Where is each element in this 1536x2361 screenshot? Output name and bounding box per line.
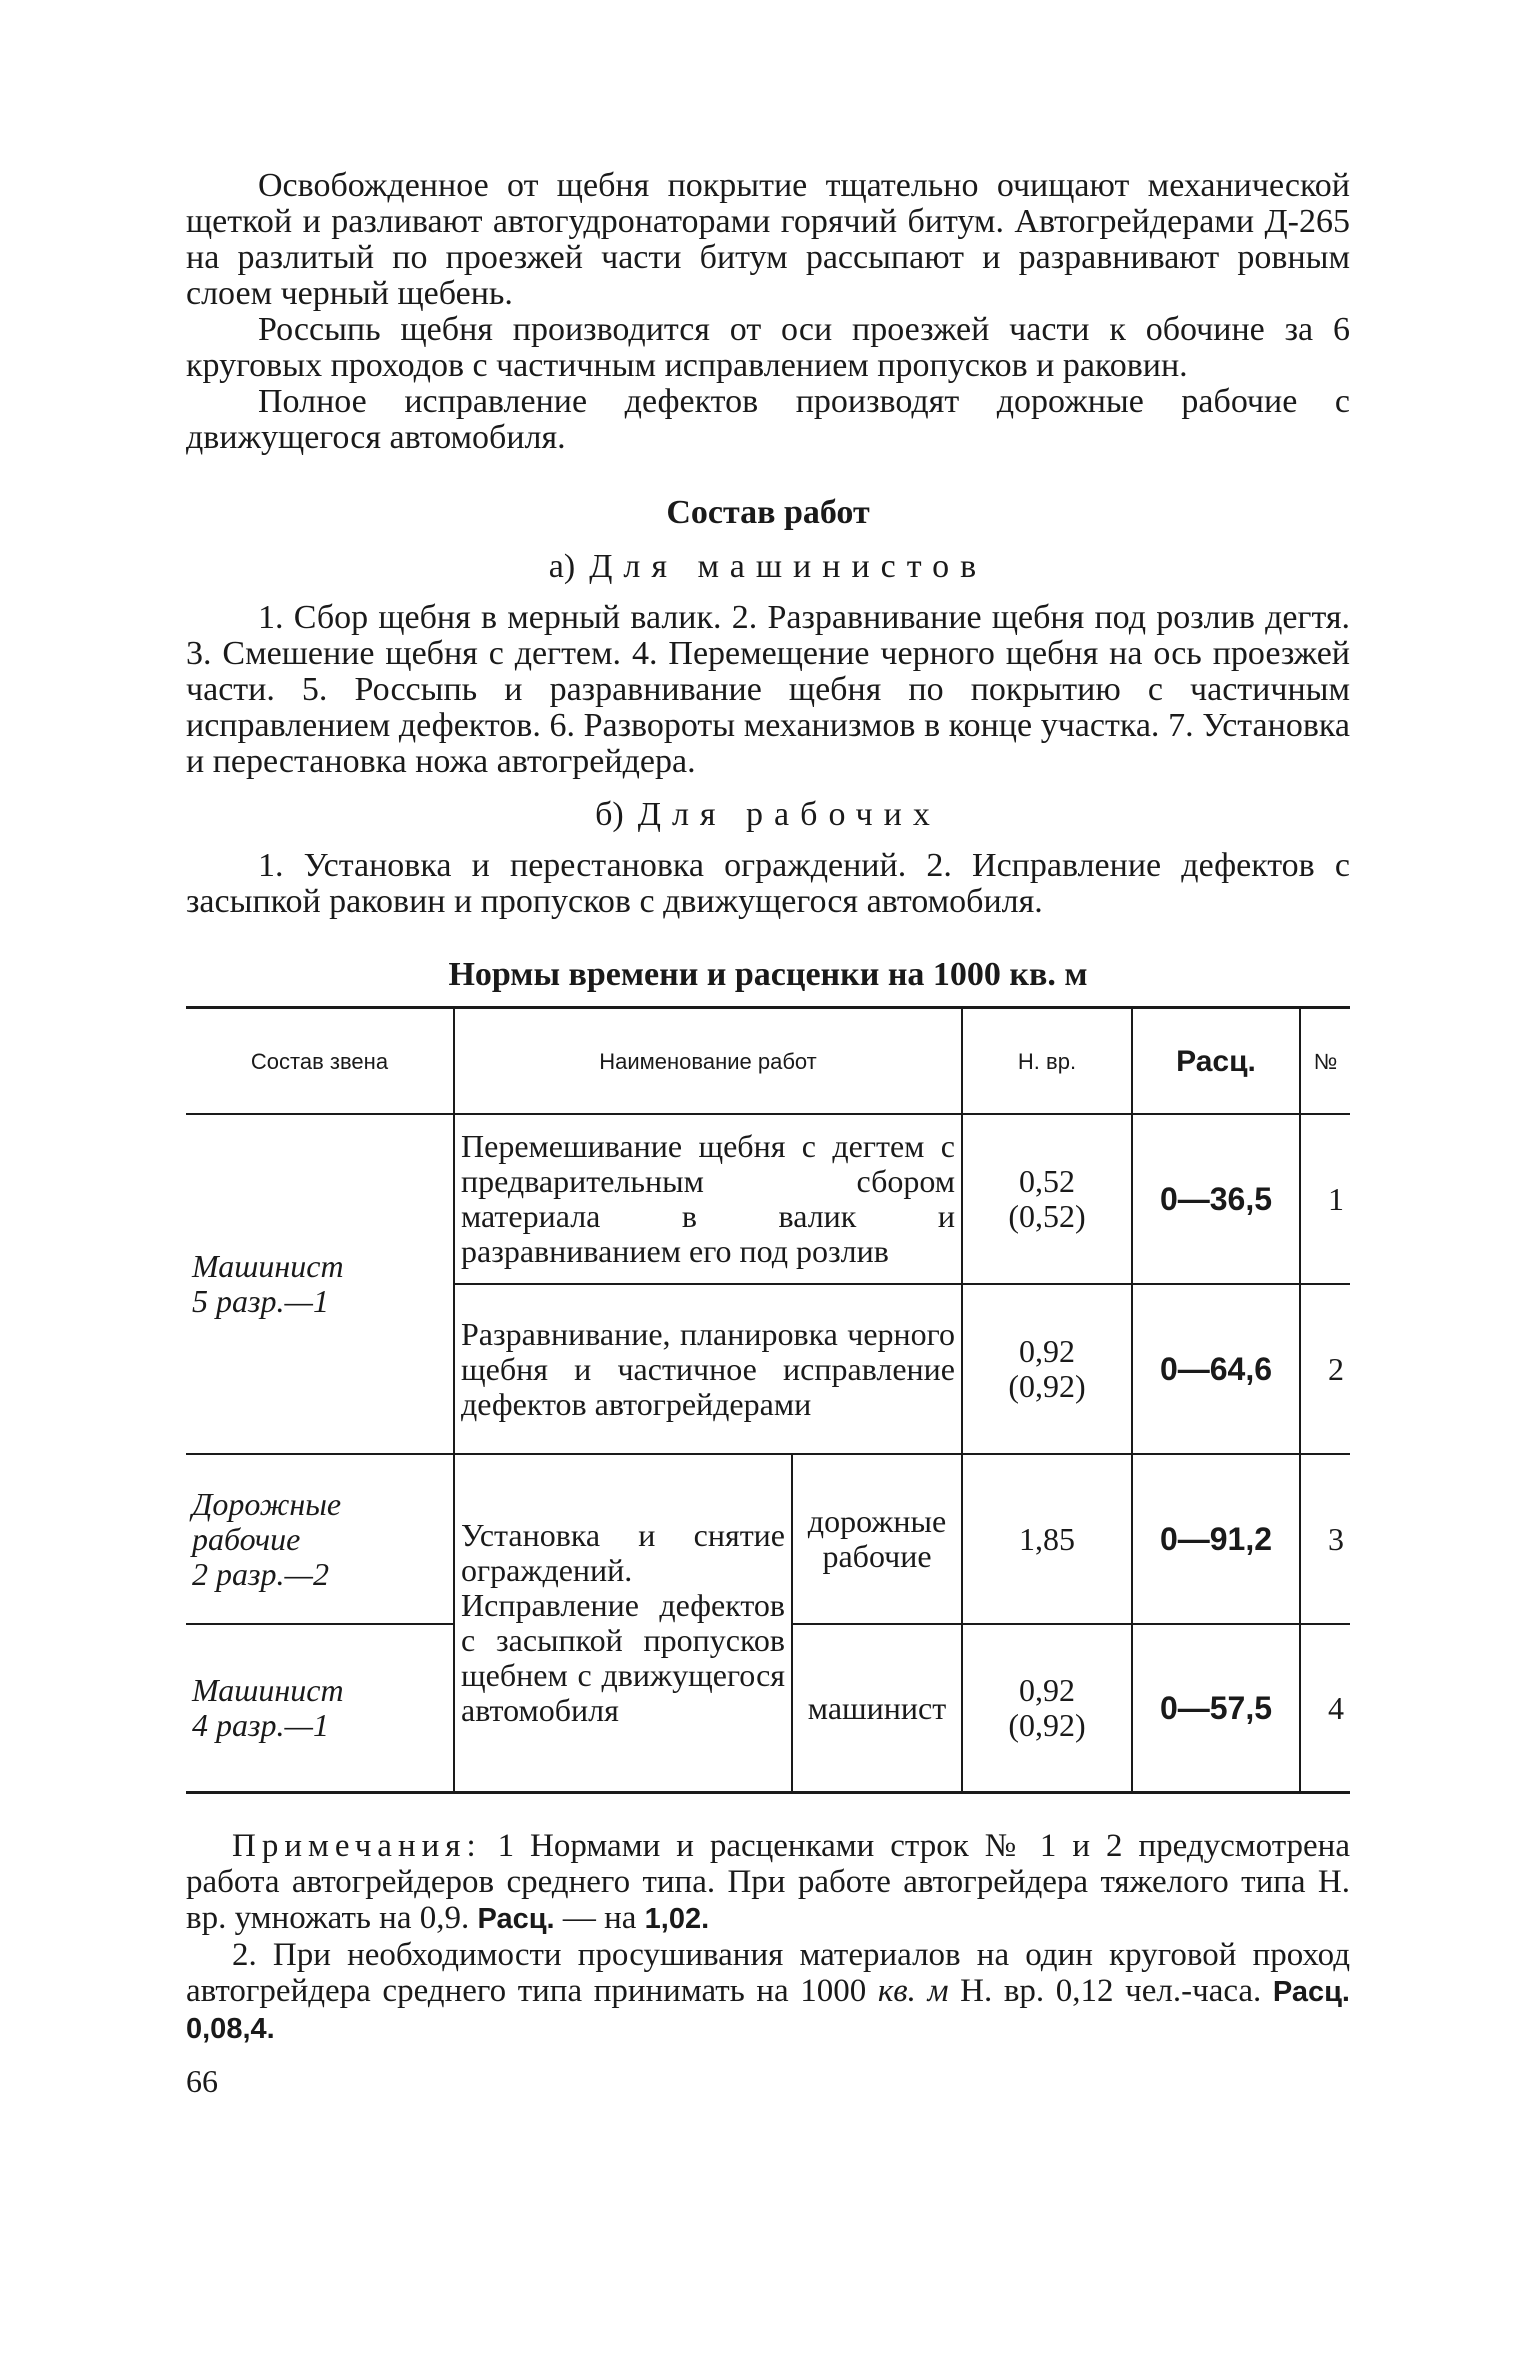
work-cell-2: Разравнивание, планировка черного щебня и частичное исправление дефектов автогрейдерами (454, 1284, 962, 1454)
note-1: Примечания: 1 Нормами и расценками строк № 1 и 2 предусмотрена работа автогрейдеров среднего типа. При работе автогрейдера тяжелого типа Н. вр. умножать на 0,9. Расц. — на 1,02. (186, 1828, 1350, 1936)
header-rate: Расц. (1132, 1008, 1300, 1115)
page-number: 66 (186, 2063, 218, 2099)
crew-cell-3: Машинист 4 разр.—1 (192, 1672, 344, 1743)
header-work: Наименование работ (454, 1008, 962, 1115)
rate-cell-3: 0—91,2 (1132, 1454, 1300, 1624)
section-title: Состав работ (666, 494, 870, 531)
number-cell-2: 2 (1300, 1284, 1350, 1454)
header-crew: Состав звена (186, 1008, 454, 1115)
number-cell-1: 1 (1300, 1114, 1350, 1284)
subsection-a-title: Для машинистов (589, 548, 988, 585)
note-2: 2. При необходимости просушивания материалов на один круговой проход автогрейдера среднего типа принимать на 1000 кв. м Н. вр. 0,12 чел.-часа. Расц. 0,08,4. (186, 1937, 1350, 2045)
norms-table (186, 1006, 1350, 1794)
paragraph-2: Россыпь щебня производится от оси проезжей части к обочине за 6 круговых проходов с частичным исправлением пропусков и раковин. (186, 311, 1350, 384)
table-title: Нормы времени и расценки на 1000 кв. м (448, 956, 1088, 993)
paragraph-1: Освобожденное от щебня покрытие тщательно очищают механической щеткой и разливают автогудронаторами горячий битум. Автогрейдерами Д-265 на разлитый по проезжей части битум рассыпают и разравнивают ровным слоем черный щебень. (186, 167, 1350, 312)
subgroup-cell-4: машинист (792, 1624, 962, 1793)
work-cell-1: Перемешивание щебня с дегтем с предварительным сбором материала в валик и разравниванием его под розлив (454, 1114, 962, 1284)
crew-cell-2: Дорожные рабочие 2 разр.—2 (186, 1454, 454, 1624)
work-cell-3: Установка и снятие ограждений. Исправление дефектов с засыпкой пропусков щебнем с движущегося автомобиля (454, 1454, 792, 1793)
table-header-row (186, 1008, 1350, 1115)
subsection-a-text: 1. Сбор щебня в мерный валик. 2. Разравнивание щебня под розлив дегтя. 3. Смешение щебня с дегтем. 4. Перемещение черного щебня на ось проезжей части. 5. Россыпь и разравнивание щебня по покрытию с частичным исправлением дефектов. 6. Развороты механизмов в конце участка. 7. Установка и перестановка ножа автогрейдера. (186, 599, 1350, 780)
rate-cell-4: 0—57,5 (1132, 1624, 1300, 1793)
subgroup-cell-3: дорожные рабочие (792, 1454, 962, 1624)
table-row (186, 1454, 1350, 1624)
table-row (186, 1114, 1350, 1284)
norm-cell-4: 0,92 (0,92) (962, 1624, 1132, 1793)
norm-cell-2: 0,92 (0,92) (962, 1284, 1132, 1454)
subsection-b-heading (186, 796, 1350, 834)
rate-cell-2: 0—64,6 (1132, 1284, 1300, 1454)
notes (186, 1828, 1350, 2047)
header-norm: Н. вр. (962, 1008, 1132, 1115)
norm-cell-3: 1,85 (962, 1454, 1132, 1624)
norm-cell-1: 0,52 (0,52) (962, 1114, 1132, 1284)
paragraph-3: Полное исправление дефектов производят дорожные рабочие с движущегося автомобиля. (186, 383, 1350, 456)
subsection-a-heading (186, 548, 1350, 586)
rate-cell-1: 0—36,5 (1132, 1114, 1300, 1284)
number-cell-3: 3 (1300, 1454, 1350, 1624)
header-number: № (1300, 1008, 1350, 1115)
subsection-b-label: б) (595, 796, 624, 833)
page (186, 168, 1350, 2100)
subsection-b-title: Для рабочих (637, 796, 941, 833)
crew-cell-1: Машинист 5 разр.—1 (186, 1114, 454, 1454)
number-cell-4: 4 (1300, 1624, 1350, 1793)
subsection-a-label: а) (548, 548, 576, 585)
subsection-b-text: 1. Установка и перестановка ограждений. 2. Исправление дефектов с засыпкой раковин и пропусков с движущегося автомобиля. (186, 847, 1350, 920)
